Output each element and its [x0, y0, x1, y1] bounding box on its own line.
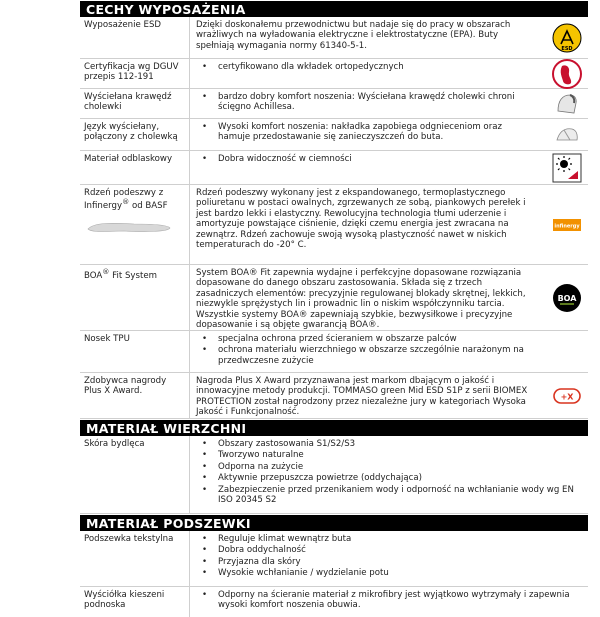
list-item: • ochrona materiału wierzchniego w obszarze szczególnie narażonym na przedwczesne zużycie: [196, 345, 530, 366]
upper-row-leather: [80, 436, 588, 514]
row-label: Podszewka tekstylna: [80, 531, 190, 586]
list-item: • specjalna ochrona przed ścieraniem w obszarze palców: [196, 334, 530, 344]
list-item: • certyfikowano dla wkładek ortopedycznych: [196, 62, 530, 72]
row-label: Materiał odblaskowy: [80, 151, 190, 184]
row-label: Wyściółka kieszeni podnoska: [80, 587, 190, 617]
list-item: • Odporny na ścieranie materiał z mikrofibry jest wyjątkowo wytrzymały i zapewnia wysoki komfort noszenia obuwia.: [196, 590, 582, 611]
reflective-sun-icon: [552, 153, 582, 183]
row-text: Rdzeń podeszwy wykonany jest z ekspandowanego, termoplastycznego poliuretanu w postaci owalnych, zgrzewanych ze sobą, piankowych perełek i jest bardzo lekki i elastyczny. Rewolucyjna technologia tłumi uderzenie i amortyzuje powstające ciśnienie, dzięki czemu energia jest zwracana na zewnątrz. Rdzeń zachowuje swoją wysoką plastyczność nawet w niskich temperaturach do -20° C.: [196, 188, 526, 251]
list-item: • Wysokie wchłanianie / wydzielanie potu: [196, 568, 582, 578]
row-label-tail: Fit System: [109, 270, 157, 281]
list-item: • Odporna na zużycie: [196, 462, 582, 472]
feature-row-toecap: [80, 331, 588, 373]
row-label: Wyposażenie ESD: [80, 17, 190, 58]
feature-row-esd: [80, 17, 588, 59]
bullet-list: [196, 534, 582, 579]
section-header-lining: MATERIAŁ PODSZEWKI: [80, 514, 588, 531]
row-text: Dzięki doskonałemu przewodnictwu but nadaje się do pracy w obszarach wrażliwych na wyładowania elektryczne i elektrostatyczne (EPA). Buty spełniają wymagania normy 61340-5-1.: [196, 20, 511, 51]
row-label: Zdobywca nagrody Plus X Award.: [80, 373, 190, 418]
padded-tongue-icon: [552, 120, 582, 150]
infinergy-logo-text: infinergy: [554, 223, 580, 229]
feature-row-collar: [80, 89, 588, 119]
list-item: • Zabezpieczenie przed przenikaniem wody i odporność na wchłanianie wody wg EN ISO 20345 S2: [196, 485, 582, 506]
feature-row-dguv: [80, 59, 588, 89]
esd-icon-text: ESD: [561, 45, 573, 52]
infinergy-logo-icon: [552, 210, 582, 240]
infinergy-sole-image: [84, 218, 174, 236]
row-text: System BOA® Fit zapewnia wydajne i perfekcyjne dopasowane rozwiązania dopasowane do danego obszaru zastosowania. Składa się z trzech zasadniczych elementów: precyzyjnie regulowanej blokady skrętnej, lekkich, niezwykle sprężystych lin i prowadnic lin o niskim współczynniku tarcia. Wszystkie systemy BOA® zapewniają szybkie, bezwysiłkowe i precyzyjne dopasowanie i są objęte gwarancją BOA®.: [196, 268, 526, 331]
list-item: • Aktywnie przepuszcza powietrze (oddychająca): [196, 473, 582, 483]
list-item: • Dobra oddychalność: [196, 545, 582, 555]
padded-collar-icon: [552, 89, 582, 119]
list-item: • Reguluje klimat wewnątrz buta: [196, 534, 582, 544]
plus-x-award-icon: [552, 381, 582, 411]
row-label: Nosek TPU: [80, 331, 190, 372]
orthopedic-insole-icon: [552, 59, 582, 89]
row-label: Język wyściełany, połączony z cholewką: [80, 119, 190, 150]
bullet-list: [196, 439, 582, 506]
list-item: • Tworzywo naturalne: [196, 450, 582, 460]
bullet-list: [196, 62, 530, 72]
row-label: Rdzeń podeszwy z Infinergy: [84, 188, 164, 212]
boa-logo-icon: [552, 283, 582, 313]
feature-row-award: [80, 373, 588, 419]
bullet-list: [196, 154, 530, 164]
feature-row-boa: [80, 265, 588, 331]
row-label: BOA: [84, 270, 103, 281]
boa-logo-text: BOA: [557, 293, 577, 303]
registered-mark: ®: [122, 197, 130, 207]
bullet-list: [196, 590, 582, 611]
row-label: Skóra bydlęca: [80, 436, 190, 513]
section-header-features: CECHY WYPOSAŻENIA: [80, 0, 588, 17]
row-label-tail: od BASF: [129, 201, 168, 212]
feature-row-tongue: [80, 119, 588, 151]
feature-row-infinergy: [80, 185, 588, 265]
row-label: Wyściełana krawędź cholewki: [80, 89, 190, 118]
section-header-upper: MATERIAŁ WIERZCHNI: [80, 419, 588, 436]
bullet-list: [196, 334, 530, 366]
lining-row-textile: [80, 531, 588, 587]
bullet-list: [196, 122, 530, 143]
feature-row-reflective: [80, 151, 588, 185]
bullet-list: [196, 92, 530, 113]
list-item: • Przyjazna dla skóry: [196, 557, 582, 567]
lining-row-heel: [80, 587, 588, 617]
registered-mark: ®: [102, 267, 110, 276]
list-item: • bardzo dobry komfort noszenia: Wyściełana krawędź cholewki chroni ścięgno Achillesa.: [196, 92, 530, 113]
award-logo-text: +X: [560, 392, 574, 401]
list-item: • Dobra widoczność w ciemności: [196, 154, 530, 164]
list-item: • Obszary zastosowania S1/S2/S3: [196, 439, 582, 449]
esd-icon: [552, 23, 582, 53]
list-item: • Wysoki komfort noszenia: nakładka zapobiega odgnieceniom oraz hamuje przedostawanie się zanieczyszczeń do buta.: [196, 122, 530, 143]
row-label: Certyfikacja wg DGUV przepis 112-191: [80, 59, 190, 88]
row-text: Nagroda Plus X Award przyznawana jest markom dbającym o jakość i innowacyjne metody produkcji. TOMMASO green Mid ESD S1P z serii BIOMEX PROTECTION został nagrodzony przez niezależne jury w kategoriach Wysoka Jakość i Funkcjonalność.: [196, 376, 528, 418]
